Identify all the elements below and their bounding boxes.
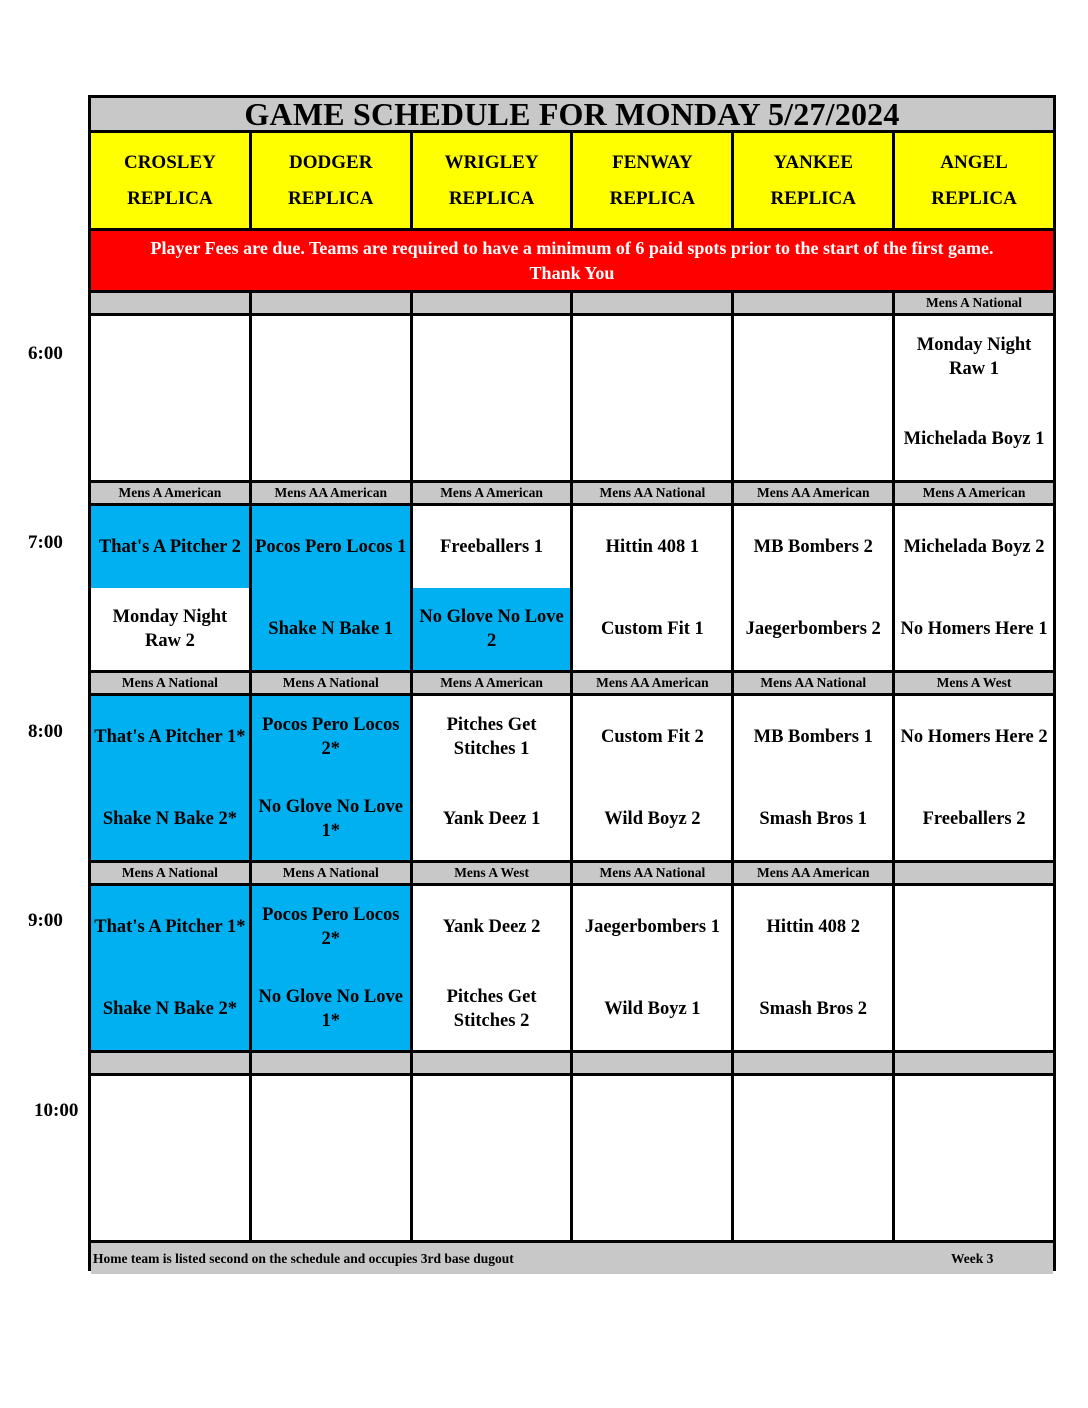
field-header (895, 133, 1053, 228)
division-label: Mens AA National (573, 863, 731, 883)
field-subtitle: REPLICA (448, 187, 535, 209)
field-name: DODGER (289, 151, 373, 173)
time-label: 6:00 (28, 343, 63, 364)
division-label (91, 293, 249, 313)
field-name: WRIGLEY (444, 151, 539, 173)
game-cell (413, 886, 571, 1050)
home-team: Shake N Bake 1 (252, 588, 410, 670)
home-team: Shake N Bake 2* (91, 968, 249, 1050)
away-team: Michelada Boyz 2 (895, 506, 1053, 588)
away-team: Monday Night Raw 1 (895, 316, 1053, 398)
division-label (252, 293, 410, 313)
division-label: Mens AA American (734, 483, 892, 503)
division-label-row (91, 293, 1053, 313)
schedule-title: GAME SCHEDULE FOR MONDAY 5/27/2024 (91, 98, 1053, 130)
empty-slot (734, 1076, 892, 1240)
division-label: Mens AA American (734, 863, 892, 883)
away-team: Yank Deez 2 (413, 886, 571, 968)
game-cell (91, 506, 249, 670)
field-header (413, 133, 571, 228)
game-cell (895, 696, 1053, 860)
empty-slot (413, 316, 571, 480)
empty-game-cell (413, 1076, 571, 1240)
empty-slot (895, 886, 1053, 1050)
division-label (91, 1053, 249, 1073)
game-cell (734, 696, 892, 860)
time-label: 7:00 (28, 532, 63, 553)
game-cell (252, 886, 410, 1050)
away-team: Pitches Get Stitches 1 (413, 696, 571, 778)
empty-game-cell (895, 886, 1053, 1050)
game-cell (573, 506, 731, 670)
game-row (91, 506, 1053, 670)
empty-slot (91, 1076, 249, 1240)
empty-slot (573, 316, 731, 480)
game-row (91, 316, 1053, 480)
away-team: Pocos Pero Locos 2* (252, 696, 410, 778)
home-team: No Glove No Love 2 (413, 588, 571, 670)
division-label: Mens A National (895, 293, 1053, 313)
home-team: No Homers Here 1 (895, 588, 1053, 670)
home-team: Michelada Boyz 1 (895, 398, 1053, 480)
time-label: 8:00 (28, 721, 63, 742)
field-subtitle: REPLICA (931, 187, 1017, 209)
week-label: Week 3 (951, 1250, 994, 1266)
time-label: 9:00 (28, 910, 63, 931)
away-team: Hittin 408 2 (734, 886, 892, 968)
field-name: YANKEE (773, 151, 853, 173)
away-team: Freeballers 1 (413, 506, 571, 588)
field-header (573, 133, 731, 228)
schedule-table (88, 95, 1056, 1271)
empty-game-cell (734, 1076, 892, 1240)
empty-slot (413, 1076, 571, 1240)
field-header-row (91, 133, 1053, 228)
home-team: Monday Night Raw 2 (91, 588, 249, 670)
home-team: Wild Boyz 1 (573, 968, 731, 1050)
away-team: MB Bombers 1 (734, 696, 892, 778)
field-name: CROSLEY (123, 151, 216, 173)
empty-game-cell (734, 316, 892, 480)
away-team: No Homers Here 2 (895, 696, 1053, 778)
field-subtitle: REPLICA (609, 187, 696, 209)
field-subtitle: REPLICA (287, 187, 374, 209)
empty-game-cell (91, 316, 249, 480)
empty-game-cell (413, 316, 571, 480)
empty-game-cell (252, 316, 410, 480)
away-team: Pocos Pero Locos 1 (252, 506, 410, 588)
division-label (895, 1053, 1053, 1073)
home-team: Wild Boyz 2 (573, 778, 731, 860)
game-cell (252, 506, 410, 670)
empty-game-cell (895, 1076, 1053, 1240)
field-header (252, 133, 410, 228)
division-label: Mens A American (91, 483, 249, 503)
game-row (91, 696, 1053, 860)
game-cell (573, 696, 731, 860)
field-name: FENWAY (612, 151, 693, 173)
home-team: Smash Bros 1 (734, 778, 892, 860)
game-cell (91, 886, 249, 1050)
division-label (252, 1053, 410, 1073)
division-label: Mens A National (252, 863, 410, 883)
division-label: Mens AA American (252, 483, 410, 503)
player-fee-notice (91, 231, 1053, 290)
away-team: Custom Fit 2 (573, 696, 731, 778)
division-label: Mens A West (895, 673, 1053, 693)
home-team: Shake N Bake 2* (91, 778, 249, 860)
division-label (413, 1053, 571, 1073)
empty-game-cell (252, 1076, 410, 1240)
home-team: Freeballers 2 (895, 778, 1053, 860)
away-team: That's A Pitcher 2 (91, 506, 249, 588)
empty-game-cell (573, 1076, 731, 1240)
away-team: Pocos Pero Locos 2* (252, 886, 410, 968)
division-label (573, 1053, 731, 1073)
empty-slot (734, 316, 892, 480)
division-label: Mens A American (413, 483, 571, 503)
field-subtitle: REPLICA (770, 187, 856, 209)
time-label: 10:00 (34, 1100, 79, 1121)
notice-line: Player Fees are due. Teams are required to have a minimum of 6 paid spots prior to the start of the first game. (150, 237, 994, 258)
away-team: MB Bombers 2 (734, 506, 892, 588)
division-label: Mens AA American (573, 673, 731, 693)
game-cell (734, 506, 892, 670)
game-cell (91, 696, 249, 860)
division-label: Mens A National (252, 673, 410, 693)
game-row (91, 1076, 1053, 1240)
game-cell (573, 886, 731, 1050)
division-label (734, 1053, 892, 1073)
division-label-row (91, 1053, 1053, 1073)
time-slots (91, 293, 1053, 1240)
field-header (91, 133, 249, 228)
away-team: That's A Pitcher 1* (91, 886, 249, 968)
division-label: Mens A American (895, 483, 1053, 503)
time-column (0, 0, 90, 1408)
home-team: Custom Fit 1 (573, 588, 731, 670)
division-label-row (91, 673, 1053, 693)
game-cell (895, 316, 1053, 480)
division-label: Mens A American (413, 673, 571, 693)
footer-bar (91, 1243, 1053, 1274)
game-cell (413, 696, 571, 860)
game-cell (895, 506, 1053, 670)
division-label: Mens AA National (573, 483, 731, 503)
home-team: Jaegerbombers 2 (734, 588, 892, 670)
away-team: Jaegerbombers 1 (573, 886, 731, 968)
home-team: No Glove No Love 1* (252, 778, 410, 860)
home-team: Smash Bros 2 (734, 968, 892, 1050)
empty-game-cell (91, 1076, 249, 1240)
division-label (413, 293, 571, 313)
division-label: Mens A National (91, 673, 249, 693)
division-label: Mens AA National (734, 673, 892, 693)
game-cell (413, 506, 571, 670)
field-subtitle: REPLICA (127, 187, 213, 209)
empty-slot (252, 1076, 410, 1240)
division-label-row (91, 863, 1053, 883)
away-team: Hittin 408 1 (573, 506, 731, 588)
empty-slot (252, 316, 410, 480)
game-cell (252, 696, 410, 860)
empty-game-cell (573, 316, 731, 480)
home-team: No Glove No Love 1* (252, 968, 410, 1050)
division-label (573, 293, 731, 313)
division-label: Mens A National (91, 863, 249, 883)
game-cell (734, 886, 892, 1050)
empty-slot (573, 1076, 731, 1240)
field-header (734, 133, 892, 228)
notice-thanks: Thank You (529, 262, 615, 283)
division-label: Mens A West (413, 863, 571, 883)
division-label (895, 863, 1053, 883)
empty-slot (895, 1076, 1053, 1240)
game-row (91, 886, 1053, 1050)
division-label (734, 293, 892, 313)
field-name: ANGEL (940, 151, 1008, 173)
empty-slot (91, 316, 249, 480)
home-team-note: Home team is listed second on the schedule and occupies 3rd base dugout (93, 1250, 514, 1266)
division-label-row (91, 483, 1053, 503)
away-team: That's A Pitcher 1* (91, 696, 249, 778)
home-team: Pitches Get Stitches 2 (413, 968, 571, 1050)
home-team: Yank Deez 1 (413, 778, 571, 860)
